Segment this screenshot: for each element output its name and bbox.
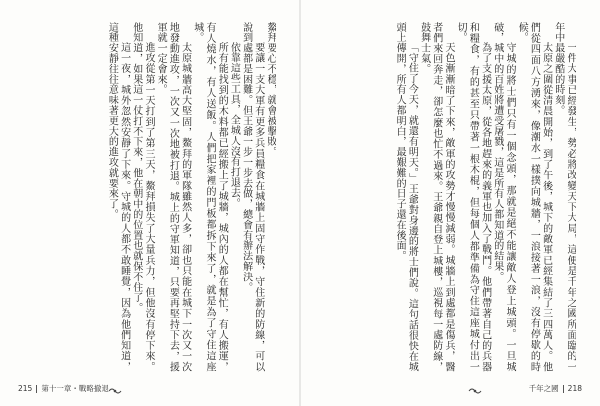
left-paragraph: 所有能找到的木料都已經搬上了城牆，城內的人都在幫忙，有人搬運，有人燒水，有人送飯。人們把家裡的門板都拆下來了，就是為了守住這座城。 xyxy=(191,22,228,372)
left-paragraph: 依靠這些工具，全城人沒有打退去。 xyxy=(228,42,240,209)
ornament-icon xyxy=(108,386,122,396)
right-paragraph: 一件大事已經發生，勢必將改變天下大局，這便是千年之國所面臨的一年中最嚴酷的時刻。 xyxy=(552,22,576,372)
left-paragraph: 要讓一支大軍有更多兵員糧食在城牆上固守作戰，守住新的防線，可以說到處都是困難。但王爺一步一步去做，總會有辦法解決。 xyxy=(240,22,264,372)
running-head: 千年之國 xyxy=(528,384,559,393)
right-paragraph: 「守住了今天，就還有明天。」王爺對身邊的將士們說。這句話很快在城頭上傳開，所有人都明白，最艱難的日子還在後面。 xyxy=(394,22,418,372)
right-paragraph: 為了支援太原，從各地趕來的義軍也加入了戰鬥。他們帶著自己的兵器和糧食，有的甚至只帶著一根木棍，但每個人都準備為守住這座城付出一切。 xyxy=(455,22,491,372)
running-head: 第十一章・戰略撤退 xyxy=(41,384,109,393)
folio-divider xyxy=(563,385,564,393)
right-paragraph: 太原之圍從清晨開始，到了午後，城下的敵軍已經集結了三四萬人。他們從四面八方湧來，像潮水一樣撲向城牆，一浪接著一浪，沒有停歇的時候。 xyxy=(516,22,552,372)
right-page xyxy=(300,0,600,406)
right-paragraph: 守城的將士們只有一個念頭，那就是絕不能讓敵人登上城頭。一旦城破，城中的百姓將遭受屠戮，這是所有人都知道的結果。 xyxy=(491,22,515,372)
ornament-icon xyxy=(468,386,482,396)
left-folio xyxy=(18,383,109,394)
right-page-body xyxy=(318,22,576,372)
left-page-body xyxy=(28,22,276,372)
left-paragraph: 太原城牆高大堅固，鰲拜的軍隊雖然人多，卻也只能在城下一次又一次地發動進攻，一次又一次地被打退。城上的守軍知道，只要再堅持下去，援軍就一定會來。 xyxy=(155,22,191,372)
left-paragraph: 進攻從第一天打到了第三天，鰲拜損失了大量兵力，但他沒有停下來。他知道，如果這一仗打不下來，他在朝中的位置也就保不住了。 xyxy=(130,22,154,372)
folio-divider xyxy=(36,385,37,393)
right-paragraph: 天色漸漸暗了下來，敵軍的攻勢才慢慢減弱。城牆上到處都是傷兵，醫者們來回奔走，卻怎麼也忙不過來。王爺親自登上城樓，巡視每一處防線，鼓舞士氣。 xyxy=(418,22,454,372)
page-number: 218 xyxy=(567,384,582,393)
left-paragraph: 這一夜，城外忽然安靜了下來。守城的人都不敢睡覺，因為他們知道，這種安靜往往意味著更大的進攻就要來了。 xyxy=(106,22,130,372)
left-paragraph: 鰲拜要心不穩，就會被擊敗。 xyxy=(265,22,276,158)
page-number: 215 xyxy=(18,384,33,393)
right-folio xyxy=(529,383,582,394)
